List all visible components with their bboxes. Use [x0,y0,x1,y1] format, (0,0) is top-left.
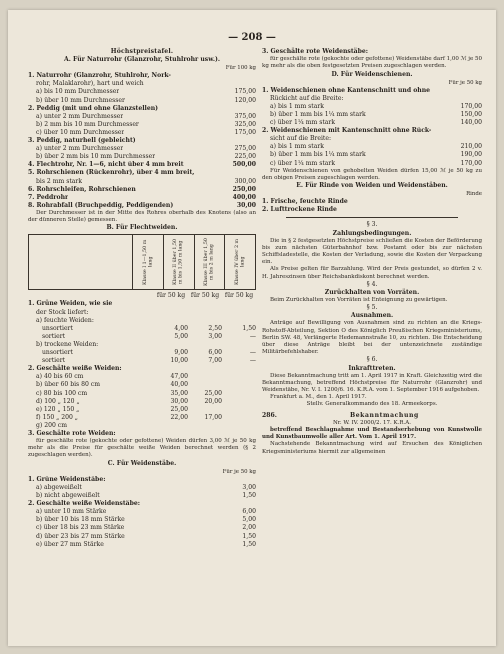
white-willow-title: 2. Geschälte weiße Weiden: [28,365,122,373]
table-head-class2: Klasse II über 1,50 m bis 1,50 m lang [164,235,195,290]
para5-number: § 5. [366,304,378,312]
list-item [262,143,482,151]
list-item [28,145,256,153]
row-value [222,390,256,398]
row-value: 25,00 [170,405,188,413]
para4-title: Zurückhalten von Vorräten. [324,288,420,296]
row-value: — [249,357,256,365]
table-row [28,406,256,414]
item-label: a) unter 2 mm Durchmesser [36,112,124,120]
item-label: b) 2 mm bis 10 mm Durchmesser [36,120,139,128]
list-item [28,484,256,492]
item-label: b) über 10 bis 18 mm Stärke [36,516,125,524]
row-value: 10,00 [170,357,188,365]
item-price: 325,00 [234,120,256,128]
item-price: 120,00 [234,96,256,104]
row-label: unsortiert [42,349,73,357]
list-item [28,161,256,169]
red-sticks-title: 3. Geschälte rote Weidenstäbe: [262,48,368,55]
row-value [222,381,256,389]
item-label: c) über 18 bis 23 mm Stärke [36,524,125,532]
row-label: unsortiert [42,324,73,332]
row-label: sortiert [42,332,66,340]
left-column [28,48,256,549]
table-head-class4: Klasse IV über 2 m lang [225,235,256,290]
item-label: 3. Peddig, naturhell (gebleicht) [28,137,136,145]
list-item [28,113,256,121]
row-value: — [249,332,256,340]
table-row [28,373,256,381]
row-label: c) 80 bis 100 cm [36,389,88,397]
list-item [28,202,256,210]
table-head-class1: Klasse I 1—1,50 m lang [133,235,164,290]
list-item [28,121,256,129]
list-item [28,137,256,145]
row-value: 47,00 [170,373,188,381]
row-value [222,317,256,325]
section-e-heading: E. Für Rinde von Weiden und Weidenstäben. [296,182,448,190]
section-d-note: Für Weidenschienen von gehobelten Weiden dürfen 15,00 ℳ je 50 kg zu den obigen Preisen zugeschlagen werden. [262,167,482,181]
item-label: a) unter 10 mm Stärke [36,508,107,516]
item-price: 1,50 [242,540,256,548]
item-label: c) über 1¼ mm stark [270,119,336,127]
list-item [28,105,256,113]
list-item [262,103,482,111]
right-column [262,48,482,456]
table-row [28,357,256,365]
bek-title: Bekanntmachung [349,411,419,419]
list-item [28,72,256,80]
item-price: 5,00 [242,516,256,524]
para6-text: Diese Bekanntmachung tritt am 1. April 1917 in Kraft. Gleichzeitig wird die Bekanntmachung, betreffend Höchstpreise für Naturrohr (Glanzrohr) und Weidenstäbe, Nr. V. I. 1200/6. 16. K.R.A. vom 1. September 1916 aufgehoben. [262,372,482,393]
para4-text: Beim Zurückhalten von Vorräten ist Enteignung zu gewärtigen. [270,297,448,303]
row-value [222,373,256,381]
unit-label-d: Für je 50 kg [448,79,482,86]
row-value: 22,00 [170,413,188,421]
item-label: 1. Weidenschienen ohne Kantenschnitt und ohne [262,86,431,94]
table-head-class3: Klasse III über 1,50 m bis 2 m lang [194,235,225,290]
item-price: 2,00 [242,524,256,532]
section-c-heading: C. Für Weidenstäbe. [107,459,177,467]
item-price [480,95,482,103]
para3-text2: Als Preise gelten für Barzahlung. Wird der Preis gestundet, so dürfen 2 v. H. Jahreszinsen über Reichsbankdiskont berechnet werden. [262,266,482,280]
table-row [28,325,256,333]
item-price: 400,00 [232,193,256,201]
list-item [262,119,482,127]
row-value: 6,00 [208,349,222,357]
page-number: — 208 — [228,32,276,43]
item-price [480,198,482,206]
row-value [222,406,256,414]
item-label: a) unter 2 mm Durchmesser [36,145,124,153]
item-label: 8. Rohrabfall (Bruchpeddig, Peddigenden) [28,201,174,209]
list-item [262,206,482,214]
list-item [28,524,256,532]
list-item [28,500,256,508]
section-a-note: Der Durchmesser ist in der Mitte des Rohres oberhalb des Knotens (also an der dünneren Stelle) gemessen. [28,209,256,224]
list-item [28,516,256,524]
list-item [28,508,256,516]
list-item [28,492,256,500]
item-price [254,137,256,145]
item-price [480,127,482,135]
row-label: a) feuchte Weiden: [36,316,94,324]
item-price: 225,00 [234,153,256,161]
section-e-list [262,198,482,214]
section-b-heading: B. Für Flechtweiden. [106,224,178,232]
list-item [262,198,482,206]
row-label: sortiert [42,357,66,365]
para3-text1: Die in § 2 festgesetzten Höchstpreise schließen die Kosten der Beförderung bis zum nächsten Güterbahnhof bzw. Postamt oder bis zur nächsten Schiffsladestelle, die Kosten der Verladung, sowie die Kosten der Verpackung ein. [262,237,482,266]
list-item [28,97,256,105]
row-label: f) 150 „ 200 „ [36,413,78,421]
item-label: rohr, Malaklarohr), hart und weich [36,80,144,88]
item-label: sicht auf die Breite: [270,135,331,143]
row-value [154,422,188,430]
item-label: a) abgeweißelt [36,483,82,491]
table-row [28,341,256,349]
row-value: 17,00 [204,413,222,421]
para6-number: § 6. [366,356,378,364]
row-value: 40,00 [170,381,188,389]
list-item [28,178,256,186]
item-price: 30,00 [236,201,256,209]
item-label: 1. Frische, feuchte Rinde [262,198,348,206]
row-value: 3,00 [208,332,222,340]
item-label: 1. Grüne Weidenstäbe: [28,475,106,483]
row-value [188,341,222,349]
item-label: c) über 1¼ mm stark [270,159,336,167]
list-item [262,151,482,159]
item-price: 210,00 [460,143,482,151]
item-label: b) über 1 mm bis 1¼ mm stark [270,151,366,159]
green-willow-title: 1. Grüne Weiden, wie sie [28,300,113,308]
list-item [28,186,256,194]
row-value: 7,00 [208,357,222,365]
item-price: 140,00 [460,119,482,127]
row-value [222,414,256,422]
item-price [254,105,256,113]
item-price: 175,00 [234,128,256,136]
divider [286,217,458,218]
item-price: 375,00 [234,112,256,120]
list-item [28,88,256,96]
row-value [154,317,188,325]
price-table-title: Höchstpreistafel. [110,48,174,55]
bek-header-row [262,412,482,420]
row-label: d) 100 „ 120 „ [36,397,80,405]
bek-subject: betreffend Beschlagnahme und Bestandserhebung von Kunstwolle und Kunstbaumwolle aller Art. Vom 1. April 1917. [262,426,482,441]
section-d-list [262,87,482,168]
item-label: a) bis 1 mm stark [270,102,324,110]
table-row [28,349,256,357]
red-sticks-note: für geschälte rote (gekochte oder gefottene) Weidenstäbe darf 1,00 ℳ je 50 kg mehr als die oben festgesetzten Preisen zugeschlagen werden. [262,56,482,70]
para5-title: Ausnahmen. [350,312,394,320]
item-label: a) bis 10 mm Durchmesser [36,88,120,96]
list-item [28,194,256,202]
list-item [262,127,482,135]
item-label: 2. Lufttrockene Rinde [262,206,337,214]
table-row [28,398,256,406]
white-willow-rows [28,373,256,430]
item-label: b) über 1 mm bis 1¼ mm stark [270,110,366,118]
bek-number: Nr. W. IV. 2000/2. 17. K.R.A. [332,419,411,426]
list-item [28,476,256,484]
list-item [28,153,256,161]
row-value [188,406,222,414]
row-value: — [249,349,256,357]
item-label: b) nicht abgeweißelt [36,492,100,500]
row-value [188,422,222,430]
item-price: 3,00 [242,483,256,491]
item-label: 2. Peddig (mit und ohne Glanzstellen) [28,104,159,112]
item-label: bis 2 mm stark [36,177,83,185]
item-price: 500,00 [232,161,256,169]
para3-title: Zahlungsbedingungen. [332,229,412,237]
item-price: 175,00 [234,88,256,96]
row-label: e) 120 „ 150 „ [36,405,80,413]
row-value [222,422,256,430]
red-willow-title: 3. Geschälte rote Weiden: [28,429,116,437]
para4-number: § 4. [366,280,378,288]
item-price [254,476,256,484]
list-item [28,533,256,541]
item-label: 5. Rohrschienen (Rückenrohr), über 4 mm breit, [28,169,195,177]
para3-number: § 3. [366,221,378,229]
item-label: 4. Flechtrohr, Nr. 1—6, nicht über 4 mm breit [28,161,184,169]
item-label: d) über 23 bis 27 mm Stärke [36,532,125,540]
list-item [28,129,256,137]
unit-row: für 50 kg für 50 kg für 50 kg [156,292,254,300]
item-label: Rückicht auf die Breite: [270,94,344,102]
row-value [222,341,256,349]
para5-text: Anträge auf Bewilligung von Ausnahmen sind zu richten an die Kriegs-Rohstoff-Abteilung, Sektion O des Königlich Preußischen Kriegsministeriums, Berlin SW. 48, Verlängerte Hedemannstraße 10, zu richten. Die Entscheidung über diese Anträge bleibt bei der untenzeichnete zuständige Militärbefehlshaber. [262,320,482,356]
para6-title: Inkrafttreten. [348,364,396,372]
document-page [8,10,496,646]
item-price: 170,00 [460,159,482,167]
item-price: 275,00 [234,145,256,153]
row-value: 25,00 [204,389,222,397]
item-label: 6. Rohrschleifen, Rohrschienen [28,185,136,193]
list-item [28,541,256,549]
row-value: 30,00 [170,397,188,405]
item-price: 300,00 [234,177,256,185]
signature-authority: Stellv. Generalkommando des 18. Armeekorps. [306,401,438,408]
row-value: 35,00 [170,389,188,397]
table-row [28,422,256,430]
weiden-class-table [28,234,256,290]
signature-place: Frankfurt a. M., den 1. April 1917. [270,394,367,401]
table-row [28,317,256,325]
red-willow-note: für geschälte rote (gekochte oder gefottene) Weiden dürfen 3,00 ℳ je 50 kg mehr als die Preise für geschälte weiße Weiden berechnet werden (§ 2 zugeschlagen werden). [28,438,256,459]
table-blank-head [29,235,133,290]
row-value: 4,00 [174,324,188,332]
item-price: 1,50 [242,532,256,540]
item-price [480,206,482,214]
row-value: 2,50 [208,324,222,332]
item-label: 7. Peddrohr [28,193,69,201]
item-label: c) über 10 mm Durchmesser [36,128,125,136]
green-willow-rows [28,317,256,366]
item-label: b) über 2 mm bis 10 mm Durchmesser [36,153,156,161]
list-item [262,95,482,103]
list-item [262,160,482,168]
row-value: 5,00 [174,332,188,340]
row-value: 1,50 [242,324,256,332]
item-price: 6,00 [242,508,256,516]
bek-text: Nachstehende Bekanntmachung wird auf Ersuchen des Königlichen Kriegsministeriums hiermit zur allgemeinen [262,441,482,455]
row-label: b) trockene Weiden: [36,340,99,348]
section-a-heading: A. Für Naturrohr (Glanzrohr, Stuhlrohr usw.). [64,56,220,64]
item-price: 1,50 [242,492,256,500]
item-label: 2. Geschälte weiße Weidenstäbe: [28,500,140,508]
row-value [188,381,222,389]
green-willow-subtitle: der Stock liefert: [36,308,89,316]
row-value [222,398,256,406]
row-value [188,317,222,325]
item-price: 250,00 [232,185,256,193]
row-value [188,373,222,381]
table-row [28,414,256,422]
section-d-heading: D. Für Weidenschienen. [331,70,413,78]
item-label: 1. Naturrohr (Glanzrohr, Stuhlrohr, Nork- [28,72,171,80]
row-value: 20,00 [204,397,222,405]
table-row [28,333,256,341]
table-row [28,381,256,389]
section-a-list [28,72,256,210]
item-label: b) über 10 mm Durchmesser [36,96,125,104]
item-label: e) über 27 mm Stärke [36,540,104,548]
unit-label-c: Für je 50 kg [222,468,256,475]
item-label: 2. Weidenschienen mit Kantenschnitt ohne Rück- [262,127,432,135]
item-price [480,135,482,143]
item-label: a) bis 1 mm stark [270,143,324,151]
list-item [28,169,256,177]
unit-label-e: Rinde [466,191,482,198]
item-price [254,72,256,80]
item-price [480,87,482,95]
item-number: 286. [262,411,277,419]
item-price [254,80,256,88]
item-price [254,169,256,177]
item-price: 150,00 [460,110,482,118]
row-label: b) über 60 bis 80 cm [36,381,100,389]
section-c-list [28,476,256,549]
item-price: 190,00 [460,151,482,159]
row-value: 9,00 [174,349,188,357]
row-value [154,341,188,349]
row-label: g) 200 cm [36,421,67,429]
unit-label: Für 100 kg [225,65,256,72]
row-label: a) 40 bis 60 cm [36,373,84,381]
list-item [262,87,482,95]
table-row [28,390,256,398]
item-price: 170,00 [460,102,482,110]
list-item [262,111,482,119]
list-item [28,80,256,88]
list-item [262,135,482,143]
item-price [254,500,256,508]
